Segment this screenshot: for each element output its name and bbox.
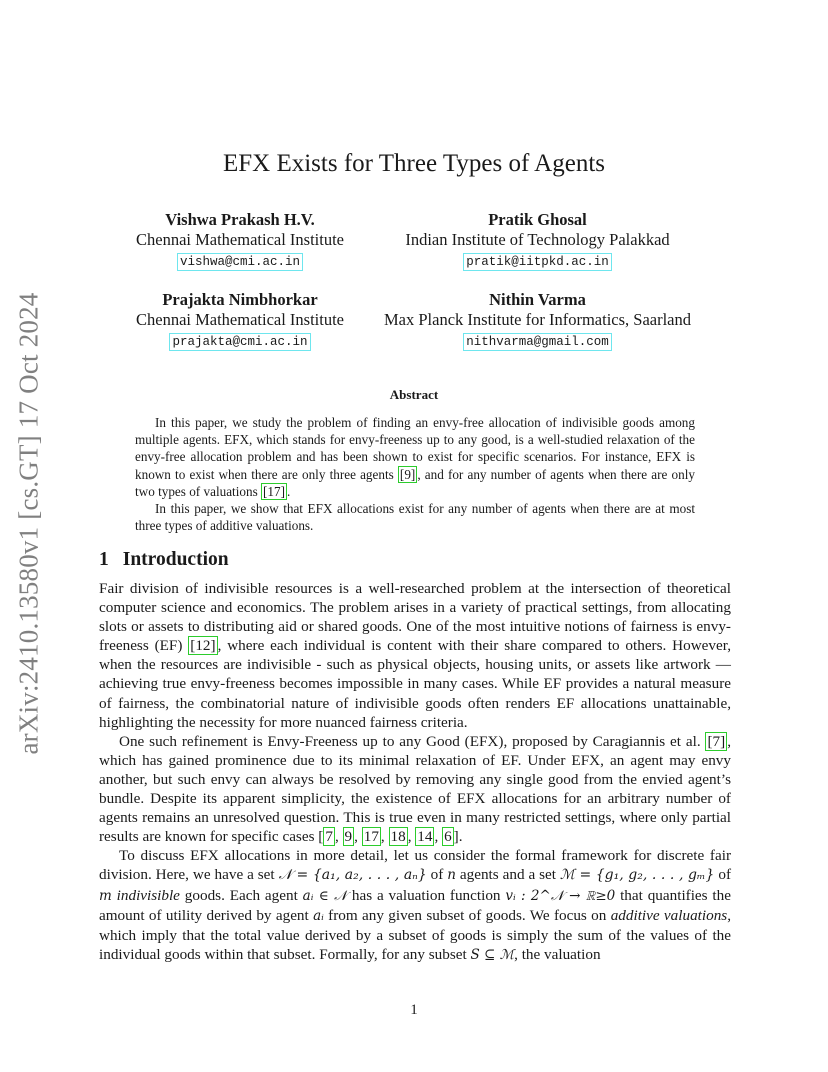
math-expression: aᵢ ∈ 𝒩 bbox=[302, 887, 348, 904]
author-email-link[interactable]: vishwa@cmi.ac.in bbox=[177, 253, 303, 271]
author-email-link[interactable]: prajakta@cmi.ac.in bbox=[169, 333, 310, 351]
math-expression: 𝒩 = {a₁, a₂, . . . , aₙ} bbox=[278, 867, 427, 884]
author-name: Vishwa Prakash H.V. bbox=[165, 210, 315, 229]
body-text: that quantifies the amount of utility derived by agent bbox=[99, 886, 731, 924]
math-expression: m bbox=[99, 887, 112, 904]
body-text: , the valuation bbox=[514, 945, 601, 963]
author-affiliation: Chennai Mathematical Institute bbox=[135, 230, 345, 249]
body-text: of bbox=[714, 866, 732, 884]
abstract-paragraph: In this paper, we show that EFX allocations exist for any number of agents when there are at most three types of additive valuations. bbox=[135, 501, 695, 534]
body-text: One such refinement is Envy-Freeness up to any Good (EFX), proposed by Caragiannis et al. bbox=[119, 732, 706, 750]
body-text: has a valuation function bbox=[347, 886, 506, 904]
math-expression: ℳ = {g₁, g₂, . . . , gₘ} bbox=[559, 867, 715, 884]
author-block-1 bbox=[115, 210, 365, 271]
paper-title: EFX Exists for Three Types of Agents bbox=[222, 150, 605, 177]
body-text: , which imply that the total value derived by a subset of goods is simply the sum of the values of the individual goods within that subset. Formally, for any subset bbox=[99, 906, 732, 963]
citation-link[interactable]: 9 bbox=[344, 828, 353, 846]
citation-link[interactable]: 7 bbox=[325, 828, 333, 846]
abstract-text: . bbox=[286, 483, 291, 499]
arxiv-sidebar-stamp bbox=[4, 288, 54, 758]
citation-link[interactable]: 17 bbox=[363, 828, 379, 846]
citation-group: [ 7 , 9 , 17 , 18 , 14 , 6 ] bbox=[318, 828, 459, 846]
citation-link[interactable]: [12] bbox=[190, 637, 216, 655]
abstract-text: In this paper, we study the problem of finding an envy-free allocation of indivisible goods among multiple agents. EFX, which stands for envy-freeness up to any good, is a well-studied relaxation of the envy-free allocation problem and has been shown to exist for specific scenarios. For instance, EFX is known to exist when there are only three agents bbox=[135, 415, 695, 482]
page-number: 1 bbox=[410, 1002, 418, 1018]
body-text: indivisible bbox=[111, 886, 180, 904]
math-expression: vᵢ : 2^𝒩 → ℝ≥0 bbox=[505, 887, 616, 904]
body-text: from any given subset of goods. We focus on bbox=[323, 906, 611, 924]
citation-link[interactable]: 14 bbox=[417, 828, 433, 846]
citation-link[interactable]: [7] bbox=[707, 732, 726, 750]
author-affiliation: Chennai Mathematical Institute bbox=[135, 310, 345, 329]
body-paragraph bbox=[99, 579, 731, 732]
body-text: of bbox=[426, 866, 448, 884]
math-expression: aᵢ bbox=[313, 907, 324, 924]
abstract-paragraph bbox=[135, 414, 695, 500]
body-text: goods. Each agent bbox=[179, 886, 303, 904]
author-block-4 bbox=[360, 290, 715, 351]
body-text: To discuss EFX allocations in more detail, let us consider the formal framework for discrete fair division. Here, we have a set bbox=[99, 847, 731, 884]
author-name: Pratik Ghosal bbox=[488, 210, 587, 229]
author-affiliation: Indian Institute of Technology Palakkad bbox=[405, 230, 670, 249]
citation-link[interactable]: [9] bbox=[399, 466, 416, 482]
math-expression: n bbox=[447, 867, 456, 884]
abstract-body bbox=[135, 414, 695, 534]
author-block-3 bbox=[115, 290, 365, 351]
arxiv-identifier: arXiv:2410.13580v1 [cs.GT] 17 Oct 2024 bbox=[13, 291, 44, 755]
body-text: . bbox=[458, 828, 463, 846]
section-heading bbox=[99, 549, 229, 571]
body-paragraph bbox=[99, 732, 731, 847]
math-expression: S ⊆ ℳ bbox=[470, 946, 515, 963]
author-affiliation: Max Planck Institute for Informatics, Saarland bbox=[384, 310, 691, 329]
citation-link[interactable]: 6 bbox=[444, 828, 452, 846]
citation-link[interactable]: 18 bbox=[390, 828, 406, 846]
section-title: Introduction bbox=[122, 549, 229, 570]
introduction-body bbox=[99, 579, 731, 965]
abstract-text: , and for any number of agents when there are only two types of valuations bbox=[135, 466, 695, 499]
body-text: additive valuations bbox=[610, 906, 728, 924]
author-email-link[interactable]: nithvarma@gmail.com bbox=[463, 333, 612, 351]
body-text: Fair division of indivisible resources is a well-researched problem at the intersection of theoretical computer science and economics. The problem arises in a variety of practical settings, from allocating slots or assets to distributing aid or shared goods. One of the most intuitive notions of fairness is envy-freeness (EF) bbox=[99, 580, 731, 655]
author-email-link[interactable]: pratik@iitpkd.ac.in bbox=[463, 253, 612, 271]
author-name: Prajakta Nimbhorkar bbox=[162, 290, 318, 309]
body-paragraph bbox=[99, 846, 731, 965]
body-text: , which has gained prominence due to its minimal relaxation of EF. Under EFX, an agent may envy another, but such envy can always be resolved by removing any single good from the envied agent’s bundle. Despite its apparent simplicity, the existence of EFX allocations for an arbitrary number of agents remains an unresolved question. This is true even in many restricted settings, where only partial results are known for specific cases bbox=[99, 732, 731, 846]
author-block-2 bbox=[375, 210, 700, 271]
section-number: 1 bbox=[99, 549, 109, 570]
abstract-heading: Abstract bbox=[389, 387, 439, 402]
author-name: Nithin Varma bbox=[489, 290, 586, 309]
body-text: agents and a set bbox=[455, 866, 560, 884]
citation-link[interactable]: [17] bbox=[263, 483, 285, 499]
body-text: , where each individual is content with their share compared to others. However, when the resources are indivisible - such as physical objects, housing units, or assets like artwork — achieving true envy-freeness becomes impossible in many cases. While EF provides a natural measure of fairness, the combinatorial nature of indivisible goods often renders EF allocations unattainable, highlighting the necessity for more nuanced fairness criteria. bbox=[99, 637, 732, 731]
